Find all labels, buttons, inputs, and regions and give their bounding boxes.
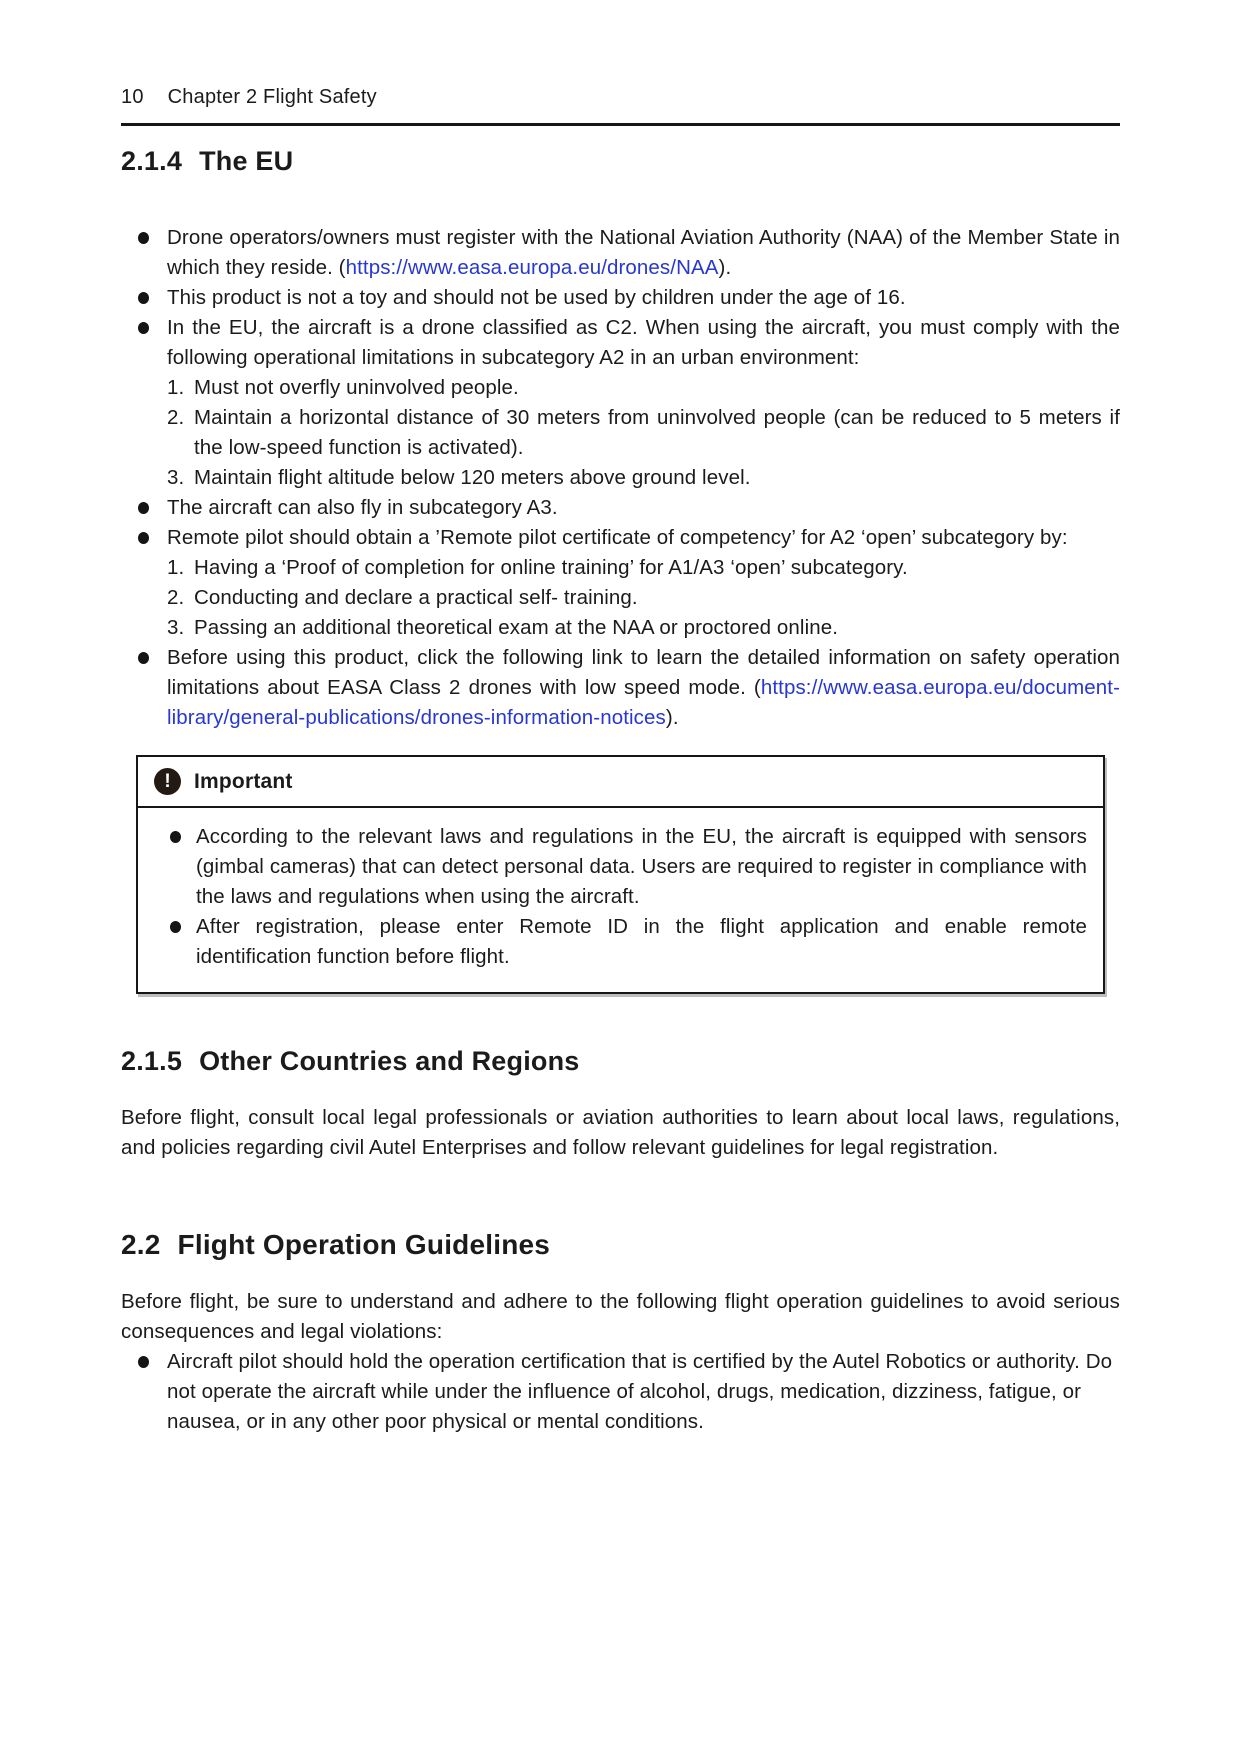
bullet-icon [138,223,167,283]
list-item [138,493,1120,523]
list-item-text: This product is not a toy and should not be used by children under the age of 16. [167,286,906,309]
eu-bullet-list [121,223,1120,733]
list-item-text [167,313,1120,493]
numbered-sublist [167,373,1120,493]
section-title: Flight Operation Guidelines [177,1229,551,1260]
list-item-text [167,223,1120,283]
item-text: Must not overfly uninvolved people. [194,376,519,399]
item-number: 3. [167,616,185,639]
important-box-title: Important [194,769,293,793]
text-run: Before using this product, click the following link to learn the detailed information on safety operation limitations about EASA Class 2 drones with low speed mode. ( [167,646,1120,699]
bullet-icon [138,283,167,313]
flight-guidelines-bullet-list [121,1347,1120,1437]
list-item-text: Aircraft pilot should hold the operation certification that is certified by the Autel Robotics or authority. Do not operate the aircraft while under the influence of alcohol, drugs, medication, dizziness, fatigue, or nausea, or in any other poor physical or mental conditions. [167,1350,1113,1433]
easa-drones-naa-link[interactable]: https://www.easa.europa.eu/drones/NAA [345,256,719,279]
text-run: Drone operators/owners must register with the National Aviation Authority (NAA) of the Member State in which they reside. ( [167,226,1120,279]
numbered-sublist [167,553,1120,643]
easa-drones-information-notices-link[interactable]: https://www.easa.europa.eu/document-library/general-publications/drones-information-notices [167,676,1120,729]
item-text: Maintain flight altitude below 120 meters above ground level. [194,466,751,489]
list-item [138,523,1120,643]
running-header [121,86,1120,126]
numbered-item [167,583,1120,613]
bullet-icon [138,523,167,643]
item-number: 1. [167,376,185,399]
important-box-header [138,757,1103,808]
list-item [138,313,1120,493]
list-item-text: According to the relevant laws and regulations in the EU, the aircraft is equipped with sensors (gimbal cameras) that can detect personal data. Users are required to register in compliance with the laws and regulations when using the aircraft. [196,825,1087,908]
item-text: Having a ‘Proof of completion for online training’ for A1/A3 ‘open’ subcategory. [194,556,908,579]
list-item-text: The aircraft can also fly in subcategory A3. [167,496,558,519]
important-box-body [138,808,1103,992]
list-item [138,643,1120,733]
item-number: 3. [167,466,185,489]
bullet-icon [170,912,196,972]
numbered-item [167,403,1120,463]
section-number: 2.2 [121,1229,161,1260]
text-run: Remote pilot should obtain a ’Remote pilot certificate of competency’ for A2 ‘open’ subcategory by: [167,526,1068,549]
list-item [170,822,1087,912]
important-bullet-list [154,822,1087,972]
text-run: In the EU, the aircraft is a drone classified as C2. When using the aircraft, you must comply with the following operational limitations in subcategory A2 in an urban environment: [167,316,1120,369]
exclamation-icon: ! [154,768,181,795]
numbered-item [167,613,1120,643]
item-text: Maintain a horizontal distance of 30 meters from uninvolved people (can be reduced to 5 meters if the low-speed function is activated). [194,406,1120,459]
item-number: 2. [167,406,185,429]
section-heading-2-2 [121,1229,1120,1261]
list-item-text: After registration, please enter Remote ID in the flight application and enable remote identification function before flight. [196,915,1087,968]
page-number: 10 [121,86,144,108]
text-run: ). [718,256,732,279]
item-text: Conducting and declare a practical self- training. [194,586,638,609]
list-item-text [167,523,1120,643]
chapter-title: Chapter 2 Flight Safety [167,86,377,108]
item-number: 1. [167,556,185,579]
list-item-text [167,643,1120,733]
section-heading-2-1-4 [121,146,1120,177]
list-item [138,223,1120,283]
section-title: Other Countries and Regions [199,1046,580,1076]
list-item [138,283,1120,313]
section-2-1-5-paragraph: Before flight, consult local legal professionals or aviation authorities to learn about local laws, regulations, and policies regarding civil Autel Enterprises and follow relevant guidelines for legal registration. [121,1106,1120,1159]
section-number: 2.1.4 [121,146,183,176]
important-callout-box [136,755,1105,994]
numbered-item [167,463,1120,493]
section-number: 2.1.5 [121,1046,183,1076]
bullet-icon [138,643,167,733]
bullet-icon [138,493,167,523]
list-item [170,912,1087,972]
text-run: ). [665,706,679,729]
bullet-icon [170,822,196,912]
bullet-icon [138,1347,167,1437]
bullet-icon [138,313,167,493]
item-text: Passing an additional theoretical exam at the NAA or proctored online. [194,616,839,639]
list-item [138,1347,1120,1437]
item-number: 2. [167,586,185,609]
section-2-2-intro: Before flight, be sure to understand and adhere to the following flight operation guidelines to avoid serious consequences and legal violations: [121,1290,1120,1343]
section-heading-2-1-5 [121,1046,1120,1077]
section-title: The EU [199,146,294,176]
numbered-item [167,553,1120,583]
numbered-item [167,373,1120,403]
